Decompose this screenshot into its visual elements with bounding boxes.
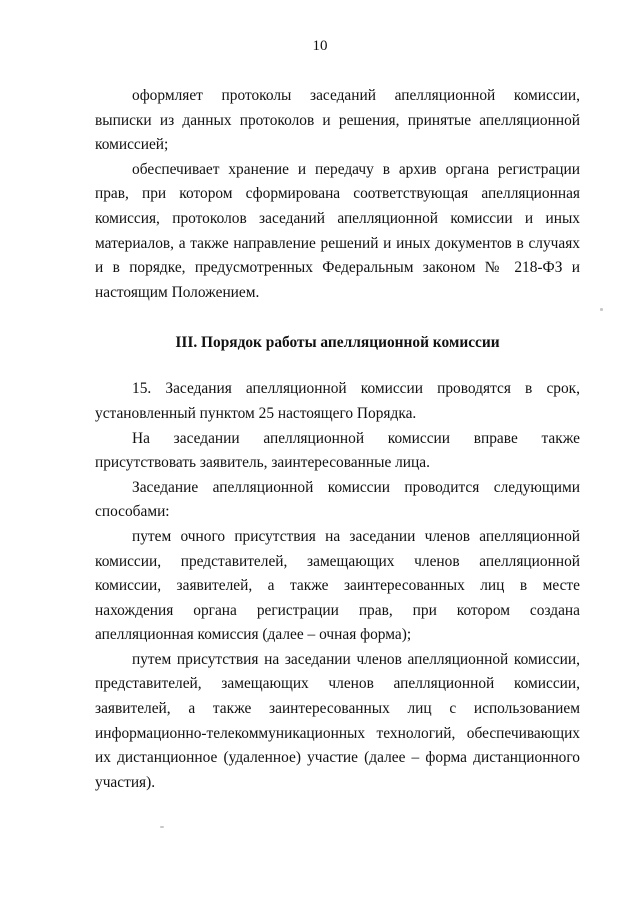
scan-speck [160,826,164,828]
scan-speck [600,308,603,311]
paragraph-attendance: На заседании апелляционной комиссии вправе также присутствовать заявитель, заинтересованные лица. [95,429,580,472]
paragraph-in-person-form: путем очного присутствия на заседании членов апелляционной комиссии, представителей, замещающих членов апелляционной комиссии, заявителей, а также заинтересованных лиц в месте нахождения органа регистрации прав, при котором создана апелляционная комиссия (далее – очная форма); [95,527,580,644]
paragraph-protocols: оформляет протоколы заседаний апелляционной комиссии, выписки из данных протоколов и решения, принятые апелляционной комиссией; [95,87,580,154]
section-heading: III. Порядок работы апелляционной комиссии [175,334,500,352]
document-body [95,84,580,795]
page-number: 10 [312,38,328,54]
paragraph-15: 15. Заседания апелляционной комиссии проводятся в срок, установленный пунктом 25 настоящего Порядка. [95,380,580,422]
paragraph-archive: обеспечивает хранение и передачу в архив органа регистрации прав, при котором сформирована соответствующая апелляционная комиссия, протоколов заседаний апелляционной комиссии и иных материалов, а также направление решений и иных документов в случаях и в порядке, предусмотренных Федеральным законом № 218-ФЗ и настоящим Положением. [95,160,580,301]
paragraph-methods: Заседание апелляционной комиссии проводится следующими способами: [95,478,580,521]
paragraph-remote-form: путем присутствия на заседании членов апелляционной комиссии, представителей, замещающих членов апелляционной комиссии, заявителей, а также заинтересованных лиц с использованием информационно-телекоммуникационных технологий, обеспечивающих их дистанционное (удаленное) участие (далее – форма дистанционного участия). [95,650,580,791]
